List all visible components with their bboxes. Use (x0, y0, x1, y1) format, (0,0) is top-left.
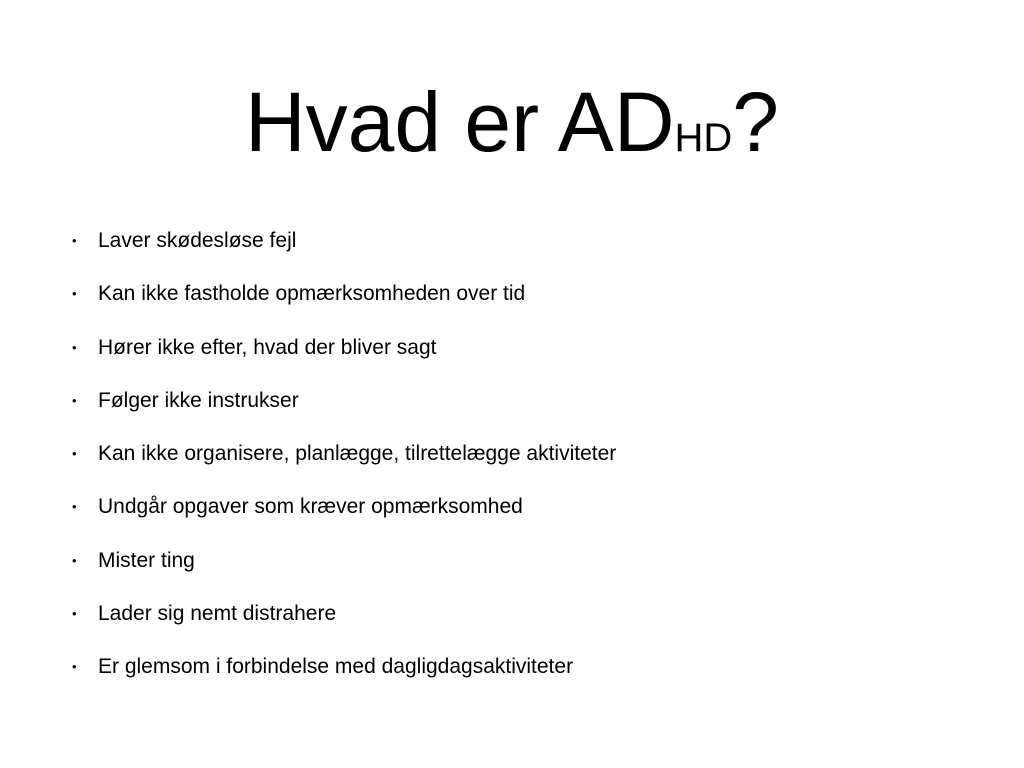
bullet-text: Følger ikke instrukser (98, 388, 299, 412)
bullet-item (72, 327, 616, 380)
bullet-item (72, 540, 616, 593)
bullet-dot-icon: • (72, 286, 77, 302)
slide-title (0, 72, 1024, 188)
bullet-text: Laver skødesløse fejl (98, 229, 297, 252)
bullet-text: Kan ikke organisere, planlægge, tilrettelægge aktiviteter (98, 442, 617, 466)
slide-title-part2: HD (674, 116, 733, 160)
bullet-dot-icon: • (72, 339, 77, 355)
bullet-item (72, 433, 616, 486)
bullet-list (72, 220, 616, 700)
slide-title-part1: Hvad er AD (244, 75, 675, 169)
bullet-dot-icon: • (72, 499, 77, 515)
bullet-dot-icon: • (72, 233, 77, 248)
bullet-text: Mister ting (98, 548, 195, 572)
bullet-dot-icon: • (72, 659, 77, 675)
bullet-text: Undgår opgaver som kræver opmærksomhed (98, 495, 523, 519)
bullet-item (72, 486, 616, 539)
bullet-dot-icon: • (72, 392, 77, 408)
bullet-text: Hører ikke efter, hvad der bliver sagt (98, 335, 437, 359)
bullet-item (72, 593, 616, 646)
bullet-item (72, 273, 616, 326)
bullet-text: Lader sig nemt distrahere (98, 602, 337, 626)
bullet-text: Kan ikke fastholde opmærksomheden over tid (98, 282, 526, 306)
bullet-text: Er glemsom i forbindelse med dagligdagsaktiviteter (98, 655, 574, 679)
bullet-dot-icon: • (72, 606, 77, 622)
bullet-dot-icon: • (72, 552, 77, 568)
bullet-item (72, 220, 616, 273)
bullet-dot-icon: • (72, 446, 77, 462)
bullet-item (72, 646, 616, 699)
bullet-item (72, 380, 616, 433)
slide-title-part3: ? (732, 75, 779, 169)
